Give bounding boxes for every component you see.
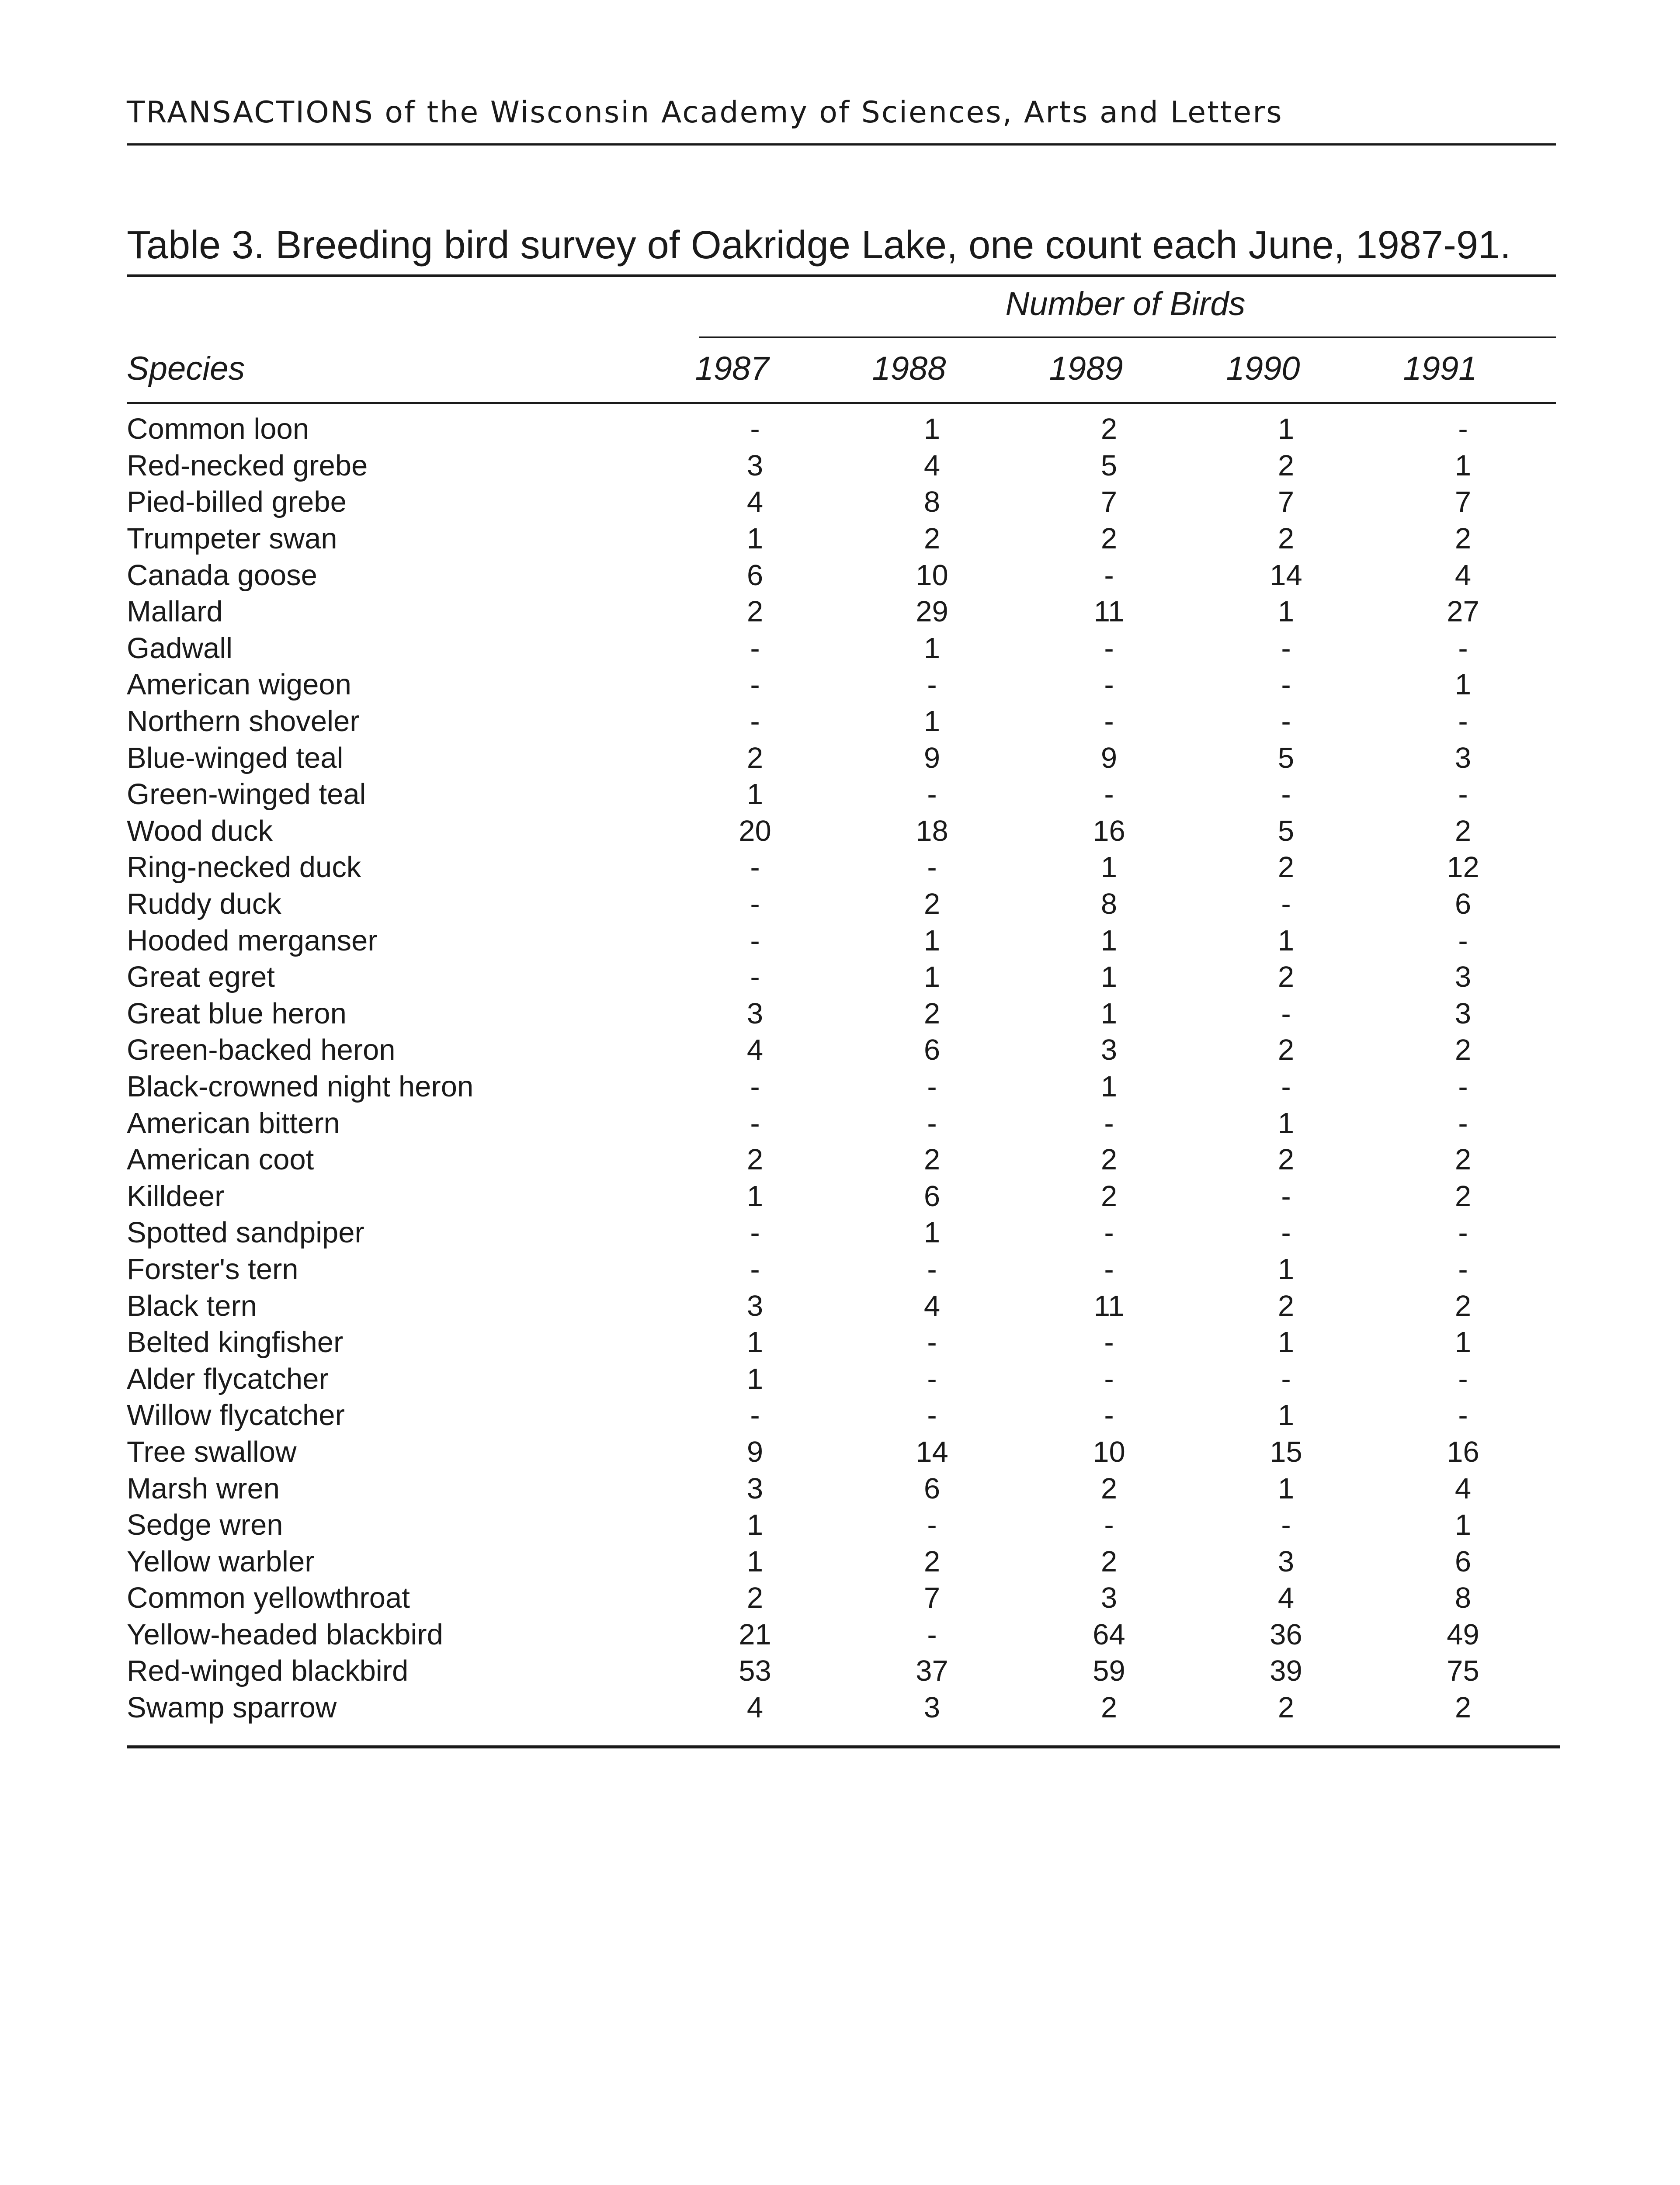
- count-1990: 1: [1277, 413, 1295, 446]
- count-1989: 2: [1100, 522, 1118, 555]
- count-1989: 10: [1093, 1435, 1125, 1468]
- species-name: Belted kingfisher: [127, 1326, 344, 1359]
- count-1989: 64: [1093, 1618, 1125, 1651]
- count-1989: 16: [1093, 814, 1125, 847]
- species-name: Swamp sparrow: [127, 1691, 337, 1724]
- count-1989: 59: [1093, 1654, 1125, 1688]
- count-1991: -: [1458, 1106, 1468, 1140]
- table-top-rule: [127, 274, 1556, 277]
- count-1988: 6: [923, 1179, 941, 1213]
- count-1990: 2: [1277, 1691, 1295, 1724]
- count-1988: 4: [923, 449, 941, 482]
- count-1990: 2: [1277, 1143, 1295, 1176]
- count-1989: 1: [1100, 961, 1118, 994]
- count-1990: 15: [1270, 1435, 1302, 1468]
- count-1989: -: [1104, 1326, 1114, 1359]
- table-row: [127, 776, 1552, 813]
- count-1987: -: [750, 924, 760, 957]
- table-row: [127, 1032, 1552, 1068]
- count-1987: 1: [746, 1179, 764, 1213]
- count-1991: 1: [1454, 668, 1472, 701]
- count-1988: -: [927, 1326, 937, 1359]
- count-1990: 2: [1277, 1289, 1295, 1322]
- count-1988: 1: [923, 1216, 941, 1249]
- table-row: [127, 1360, 1552, 1397]
- count-1988: 2: [923, 1545, 941, 1578]
- count-1990: 1: [1277, 1326, 1295, 1359]
- count-1991: 2: [1454, 1034, 1472, 1067]
- species-name: American wigeon: [127, 668, 351, 701]
- species-name: Trumpeter swan: [127, 522, 337, 555]
- species-name: Wood duck: [127, 814, 273, 847]
- count-1987: 1: [746, 1545, 764, 1578]
- table-row: [127, 1507, 1552, 1543]
- count-1989: -: [1104, 1106, 1114, 1140]
- table-row: [127, 1470, 1552, 1507]
- species-name: Forster's tern: [127, 1252, 299, 1286]
- count-1991: -: [1458, 924, 1468, 957]
- count-1990: -: [1281, 1509, 1291, 1542]
- species-name: Alder flycatcher: [127, 1362, 329, 1395]
- count-1989: 1: [1100, 924, 1118, 957]
- count-1987: -: [750, 668, 760, 701]
- table-row: [127, 739, 1552, 776]
- table-row: [127, 557, 1552, 593]
- table-row: [127, 886, 1552, 923]
- count-1988: -: [927, 668, 937, 701]
- header-rule: [127, 143, 1556, 146]
- year-header-1990: 1990: [1226, 350, 1300, 387]
- count-1991: 49: [1447, 1618, 1479, 1651]
- species-name: Red-winged blackbird: [127, 1654, 409, 1688]
- group-header: Number of Birds: [1005, 285, 1246, 323]
- count-1991: -: [1458, 778, 1468, 811]
- count-1988: 2: [923, 522, 941, 555]
- count-1991: 4: [1454, 558, 1472, 592]
- count-1990: 1: [1277, 1472, 1295, 1505]
- table-row: [127, 1068, 1552, 1105]
- count-1988: 10: [916, 558, 948, 592]
- species-name: Common yellowthroat: [127, 1582, 410, 1615]
- count-1989: -: [1104, 1252, 1114, 1286]
- count-1990: -: [1281, 997, 1291, 1030]
- count-1991: 2: [1454, 814, 1472, 847]
- species-name: Hooded merganser: [127, 924, 378, 957]
- species-name: Great egret: [127, 961, 275, 994]
- species-name: Great blue heron: [127, 997, 347, 1030]
- species-name: Marsh wren: [127, 1472, 280, 1505]
- table-row: [127, 959, 1552, 995]
- count-1991: 12: [1447, 851, 1479, 884]
- count-1990: 1: [1277, 1106, 1295, 1140]
- count-1991: 4: [1454, 1472, 1472, 1505]
- species-name: Common loon: [127, 413, 309, 446]
- count-1987: 6: [746, 558, 764, 592]
- count-1988: 1: [923, 631, 941, 665]
- count-1990: -: [1281, 778, 1291, 811]
- count-1991: 1: [1454, 449, 1472, 482]
- count-1987: 2: [746, 1143, 764, 1176]
- count-1991: 7: [1454, 486, 1472, 519]
- count-1990: 1: [1277, 595, 1295, 628]
- count-1989: 1: [1100, 851, 1118, 884]
- species-name: Green-backed heron: [127, 1034, 396, 1067]
- table-row: [127, 666, 1552, 703]
- table-row: [127, 1397, 1552, 1434]
- table-row: [127, 1543, 1552, 1580]
- table-row: [127, 447, 1552, 484]
- year-header-1991: 1991: [1403, 350, 1477, 387]
- count-1989: -: [1104, 558, 1114, 592]
- count-1987: 3: [746, 449, 764, 482]
- count-1987: 3: [746, 997, 764, 1030]
- count-1989: 7: [1100, 486, 1118, 519]
- running-head: TRANSACTIONS of the Wisconsin Academy of Sciences, Arts and Letters: [127, 95, 1283, 130]
- count-1988: 14: [916, 1435, 948, 1468]
- species-name: Gadwall: [127, 631, 233, 665]
- count-1988: 3: [923, 1691, 941, 1724]
- table-row: [127, 1287, 1552, 1324]
- count-1989: 2: [1100, 1179, 1118, 1213]
- count-1987: -: [750, 1216, 760, 1249]
- count-1990: -: [1281, 1070, 1291, 1103]
- species-name: Black-crowned night heron: [127, 1070, 474, 1103]
- count-1987: -: [750, 1106, 760, 1140]
- group-header-rule: [699, 336, 1556, 338]
- count-1989: 2: [1100, 413, 1118, 446]
- count-1990: 1: [1277, 1252, 1295, 1286]
- table-row: [127, 1434, 1552, 1471]
- count-1987: 53: [739, 1654, 771, 1688]
- year-header-1987: 1987: [695, 350, 769, 387]
- count-1987: 21: [739, 1618, 771, 1651]
- count-1989: 1: [1100, 1070, 1118, 1103]
- count-1987: -: [750, 961, 760, 994]
- table-row: [127, 1105, 1552, 1141]
- species-name: Yellow-headed blackbird: [127, 1618, 443, 1651]
- species-name: Canada goose: [127, 558, 317, 592]
- count-1991: 2: [1454, 1179, 1472, 1213]
- count-1989: -: [1104, 1362, 1114, 1395]
- species-name: Ring-necked duck: [127, 851, 361, 884]
- table-row: [127, 1689, 1552, 1726]
- count-1990: 3: [1277, 1545, 1295, 1578]
- table-row: [127, 1141, 1552, 1178]
- count-1987: -: [750, 1399, 760, 1432]
- table-row: [127, 1178, 1552, 1214]
- table-row: [127, 922, 1552, 959]
- count-1987: -: [750, 1070, 760, 1103]
- count-1990: -: [1281, 888, 1291, 921]
- species-column-header: Species: [127, 350, 245, 387]
- table-row: [127, 995, 1552, 1032]
- count-1991: -: [1458, 705, 1468, 738]
- count-1987: 4: [746, 486, 764, 519]
- count-1987: -: [750, 1252, 760, 1286]
- count-1987: 9: [746, 1435, 764, 1468]
- count-1988: 4: [923, 1289, 941, 1322]
- count-1991: 1: [1454, 1509, 1472, 1542]
- count-1990: 2: [1277, 851, 1295, 884]
- count-1987: 3: [746, 1289, 764, 1322]
- count-1991: 2: [1454, 522, 1472, 555]
- count-1990: -: [1281, 668, 1291, 701]
- species-name: Spotted sandpiper: [127, 1216, 364, 1249]
- count-1989: 2: [1100, 1143, 1118, 1176]
- species-name: Sedge wren: [127, 1509, 283, 1542]
- table-row: [127, 703, 1552, 740]
- count-1988: -: [927, 1106, 937, 1140]
- count-1987: 20: [739, 814, 771, 847]
- table-body: [127, 411, 1552, 1726]
- count-1988: 7: [923, 1582, 941, 1615]
- species-name: Ruddy duck: [127, 888, 281, 921]
- count-1990: 2: [1277, 1034, 1295, 1067]
- count-1990: 1: [1277, 1399, 1295, 1432]
- table-row: [127, 1214, 1552, 1251]
- count-1989: 11: [1093, 1289, 1125, 1322]
- count-1991: 75: [1447, 1654, 1479, 1688]
- count-1990: 2: [1277, 522, 1295, 555]
- count-1987: 1: [746, 778, 764, 811]
- species-name: Tree swallow: [127, 1435, 297, 1468]
- count-1987: 1: [746, 1326, 764, 1359]
- count-1991: 16: [1447, 1435, 1479, 1468]
- count-1990: 5: [1277, 741, 1295, 774]
- count-1990: -: [1281, 1179, 1291, 1213]
- count-1989: 1: [1100, 997, 1118, 1030]
- count-1988: 18: [916, 814, 948, 847]
- count-1990: -: [1281, 1362, 1291, 1395]
- count-1991: -: [1458, 631, 1468, 665]
- count-1990: 39: [1270, 1654, 1302, 1688]
- count-1988: 1: [923, 413, 941, 446]
- count-1988: 1: [923, 924, 941, 957]
- count-1988: 6: [923, 1472, 941, 1505]
- species-name: Willow flycatcher: [127, 1399, 345, 1432]
- table-row: [127, 813, 1552, 850]
- count-1987: 1: [746, 1362, 764, 1395]
- count-1990: -: [1281, 631, 1291, 665]
- species-name: Pied-billed grebe: [127, 486, 347, 519]
- bird-survey-table: [127, 411, 1552, 1726]
- count-1989: -: [1104, 1399, 1114, 1432]
- table-bottom-rule: [127, 1745, 1560, 1748]
- table-row: [127, 1251, 1552, 1288]
- count-1990: -: [1281, 1216, 1291, 1249]
- count-1990: 5: [1277, 814, 1295, 847]
- count-1988: -: [927, 1399, 937, 1432]
- count-1987: 2: [746, 595, 764, 628]
- count-1991: 2: [1454, 1691, 1472, 1724]
- count-1991: 2: [1454, 1289, 1472, 1322]
- count-1987: -: [750, 631, 760, 665]
- count-1989: -: [1104, 1509, 1114, 1542]
- count-1987: 4: [746, 1691, 764, 1724]
- species-name: American coot: [127, 1143, 314, 1176]
- species-name: Green-winged teal: [127, 778, 366, 811]
- count-1987: 1: [746, 522, 764, 555]
- species-name: Yellow warbler: [127, 1545, 315, 1578]
- count-1988: -: [927, 1252, 937, 1286]
- count-1991: -: [1458, 1399, 1468, 1432]
- count-1989: 11: [1093, 595, 1125, 628]
- count-1990: 4: [1277, 1582, 1295, 1615]
- table-row: [127, 411, 1552, 447]
- table-row: [127, 1616, 1552, 1653]
- count-1989: 2: [1100, 1472, 1118, 1505]
- count-1988: -: [927, 778, 937, 811]
- species-name: Northern shoveler: [127, 705, 360, 738]
- count-1990: 2: [1277, 449, 1295, 482]
- count-1991: -: [1458, 1070, 1468, 1103]
- count-1987: -: [750, 413, 760, 446]
- table-row: [127, 630, 1552, 667]
- count-1987: -: [750, 851, 760, 884]
- count-1989: -: [1104, 705, 1114, 738]
- count-1991: -: [1458, 1216, 1468, 1249]
- count-1987: 3: [746, 1472, 764, 1505]
- count-1989: 8: [1100, 888, 1118, 921]
- count-1987: -: [750, 705, 760, 738]
- count-1989: -: [1104, 1216, 1114, 1249]
- count-1990: 14: [1270, 558, 1302, 592]
- count-1988: 2: [923, 1143, 941, 1176]
- species-name: Red-necked grebe: [127, 449, 368, 482]
- table-row: [127, 1324, 1552, 1361]
- count-1991: -: [1458, 1362, 1468, 1395]
- count-1989: 2: [1100, 1545, 1118, 1578]
- species-name: Mallard: [127, 595, 223, 628]
- count-1989: -: [1104, 778, 1114, 811]
- count-1989: 3: [1100, 1582, 1118, 1615]
- count-1988: 1: [923, 961, 941, 994]
- count-1991: 3: [1454, 961, 1472, 994]
- count-1988: -: [927, 1070, 937, 1103]
- count-1991: -: [1458, 413, 1468, 446]
- count-1988: 37: [916, 1654, 948, 1688]
- count-1989: -: [1104, 668, 1114, 701]
- count-1990: 1: [1277, 924, 1295, 957]
- count-1990: 2: [1277, 961, 1295, 994]
- count-1988: -: [927, 1618, 937, 1651]
- species-name: Black tern: [127, 1289, 257, 1322]
- count-1991: 8: [1454, 1582, 1472, 1615]
- species-name: Killdeer: [127, 1179, 225, 1213]
- count-1988: 2: [923, 888, 941, 921]
- table-row: [127, 593, 1552, 630]
- count-1989: 3: [1100, 1034, 1118, 1067]
- table-row: [127, 520, 1552, 557]
- species-name: Blue-winged teal: [127, 741, 344, 774]
- year-header-1988: 1988: [872, 350, 946, 387]
- count-1988: 29: [916, 595, 948, 628]
- count-1987: 4: [746, 1034, 764, 1067]
- count-1990: 36: [1270, 1618, 1302, 1651]
- count-1991: 27: [1447, 595, 1479, 628]
- count-1988: 2: [923, 997, 941, 1030]
- count-1990: -: [1281, 705, 1291, 738]
- count-1988: -: [927, 1509, 937, 1542]
- count-1991: -: [1458, 1252, 1468, 1286]
- count-1987: -: [750, 888, 760, 921]
- table-row: [127, 1580, 1552, 1616]
- count-1988: -: [927, 1362, 937, 1395]
- count-1991: 6: [1454, 1545, 1472, 1578]
- count-1989: 5: [1100, 449, 1118, 482]
- count-1991: 3: [1454, 741, 1472, 774]
- count-1991: 2: [1454, 1143, 1472, 1176]
- year-header-1989: 1989: [1049, 350, 1123, 387]
- count-1990: 7: [1277, 486, 1295, 519]
- column-header-rule: [127, 402, 1556, 404]
- table-row: [127, 1653, 1552, 1689]
- count-1988: 8: [923, 486, 941, 519]
- count-1989: 2: [1100, 1691, 1118, 1724]
- count-1988: 9: [923, 741, 941, 774]
- count-1987: 2: [746, 741, 764, 774]
- count-1989: -: [1104, 631, 1114, 665]
- table-row: [127, 484, 1552, 520]
- count-1991: 6: [1454, 888, 1472, 921]
- count-1987: 2: [746, 1582, 764, 1615]
- species-name: American bittern: [127, 1106, 340, 1140]
- count-1991: 3: [1454, 997, 1472, 1030]
- table-row: [127, 849, 1552, 886]
- count-1989: 9: [1100, 741, 1118, 774]
- count-1987: 1: [746, 1509, 764, 1542]
- table-caption: Table 3. Breeding bird survey of Oakridge Lake, one count each June, 1987-91.: [127, 223, 1511, 267]
- count-1991: 1: [1454, 1326, 1472, 1359]
- count-1988: 1: [923, 705, 941, 738]
- count-1988: 6: [923, 1034, 941, 1067]
- count-1988: -: [927, 851, 937, 884]
